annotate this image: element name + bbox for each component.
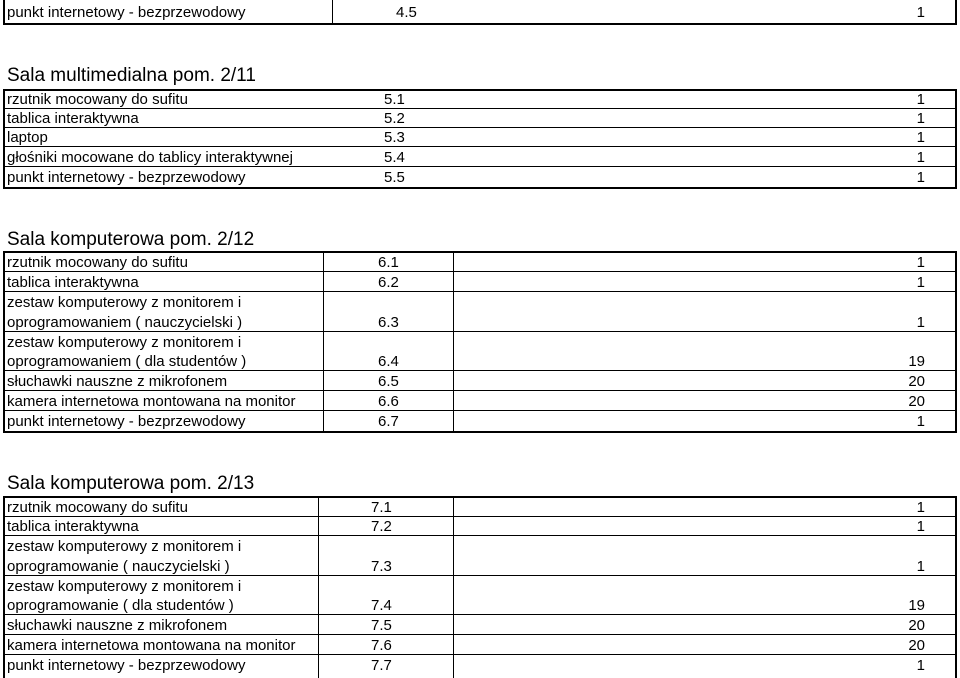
border-right [955,251,957,433]
item-qty: 20 [908,637,925,654]
item-code: 5.5 [384,169,405,186]
item-qty: 19 [908,597,925,614]
item-code: 7.4 [371,597,392,614]
row-divider [3,575,957,576]
item-name-line1: zestaw komputerowy z monitorem i [7,538,242,555]
row-divider [3,108,957,109]
item-name-line2: oprogramowanie ( nauczycielski ) [7,558,230,575]
item-qty: 1 [916,499,925,516]
item-name: rzutnik mocowany do sufitu [7,499,188,516]
item-name: słuchawki nauszne z mikrofonem [7,617,228,634]
item-name: punkt internetowy - bezprzewodowy [7,169,246,186]
item-name: głośniki mocowane do tablicy interaktywnej [7,149,293,166]
item-name-line2: oprogramowaniem ( dla studentów ) [7,353,247,370]
item-code: 7.5 [371,617,392,634]
item-name-line1: zestaw komputerowy z monitorem i [7,294,242,311]
item-code: 5.2 [384,110,405,127]
row-divider [3,271,957,272]
border-bottom [3,23,957,25]
border-right [955,496,957,678]
item-name: tablica interaktywna [7,110,139,127]
item-name-line1: zestaw komputerowy z monitorem i [7,334,242,351]
item-code: 5.4 [384,149,405,166]
item-code: 6.2 [378,274,399,291]
row-divider [3,634,957,635]
item-name: tablica interaktywna [7,274,139,291]
item-name: tablica interaktywna [7,518,139,535]
row-divider [3,127,957,128]
item-name: rzutnik mocowany do sufitu [7,254,188,271]
item-qty: 1 [916,254,925,271]
item-code: 7.3 [371,558,392,575]
item-name: punkt internetowy - bezprzewodowy [7,413,246,430]
row-divider [3,614,957,615]
item-qty: 20 [908,373,925,390]
border-left [3,251,5,433]
item-name-line2: oprogramowaniem ( nauczycielski ) [7,314,243,331]
row-divider [3,146,957,147]
item-name: laptop [7,129,48,146]
col-divider [453,253,454,431]
item-qty: 1 [916,149,925,166]
border-top [3,496,957,498]
item-qty: 1 [916,518,925,535]
col-divider [332,0,333,25]
row-divider [3,331,957,332]
row-divider [3,535,957,536]
item-name: punkt internetowy - bezprzewodowy [7,657,246,674]
item-code: 7.6 [371,637,392,654]
item-name-line1: zestaw komputerowy z monitorem i [7,578,242,595]
border-left [3,89,5,189]
row-divider [3,410,957,411]
item-code: 7.7 [371,657,392,674]
item-qty: 1 [916,91,925,108]
item-qty: 1 [916,4,925,21]
item-name: rzutnik mocowany do sufitu [7,91,188,108]
item-qty: 1 [916,129,925,146]
item-code: 6.6 [378,393,399,410]
item-code: 6.4 [378,353,399,370]
item-qty: 1 [916,657,925,674]
item-qty: 20 [908,393,925,410]
item-name-line2: oprogramowanie ( dla studentów ) [7,597,234,614]
item-code: 4.5 [396,4,417,21]
row-divider [3,166,957,167]
border-bottom [3,187,957,189]
item-qty: 1 [916,558,925,575]
item-qty: 1 [916,169,925,186]
item-code: 6.1 [378,254,399,271]
item-code: 7.2 [371,518,392,535]
row-divider [3,516,957,517]
item-qty: 20 [908,617,925,634]
item-qty: 1 [916,413,925,430]
row-divider [3,654,957,655]
item-qty: 1 [916,274,925,291]
row-divider [3,370,957,371]
border-right [955,0,957,25]
item-code: 6.7 [378,413,399,430]
item-code: 6.3 [378,314,399,331]
section-title: Sala komputerowa pom. 2/13 [7,473,255,494]
border-right [955,89,957,189]
row-divider [3,291,957,292]
item-name: kamera internetowa montowana na monitor [7,393,296,410]
col-divider [318,498,319,678]
section-title: Sala multimedialna pom. 2/11 [7,65,256,86]
item-code: 5.3 [384,129,405,146]
col-divider [323,253,324,431]
border-left [3,496,5,678]
item-code: 7.1 [371,499,392,516]
border-top [3,251,957,253]
col-divider [453,498,454,678]
item-qty: 1 [916,110,925,127]
item-code: 5.1 [384,91,405,108]
item-qty: 19 [908,353,925,370]
item-qty: 1 [916,314,925,331]
item-name: punkt internetowy - bezprzewodowy [7,4,246,21]
item-name: słuchawki nauszne z mikrofonem [7,373,228,390]
border-left [3,0,5,25]
section-title: Sala komputerowa pom. 2/12 [7,229,255,250]
border-bottom [3,431,957,433]
row-divider [3,390,957,391]
item-name: kamera internetowa montowana na monitor [7,637,296,654]
item-code: 6.5 [378,373,399,390]
